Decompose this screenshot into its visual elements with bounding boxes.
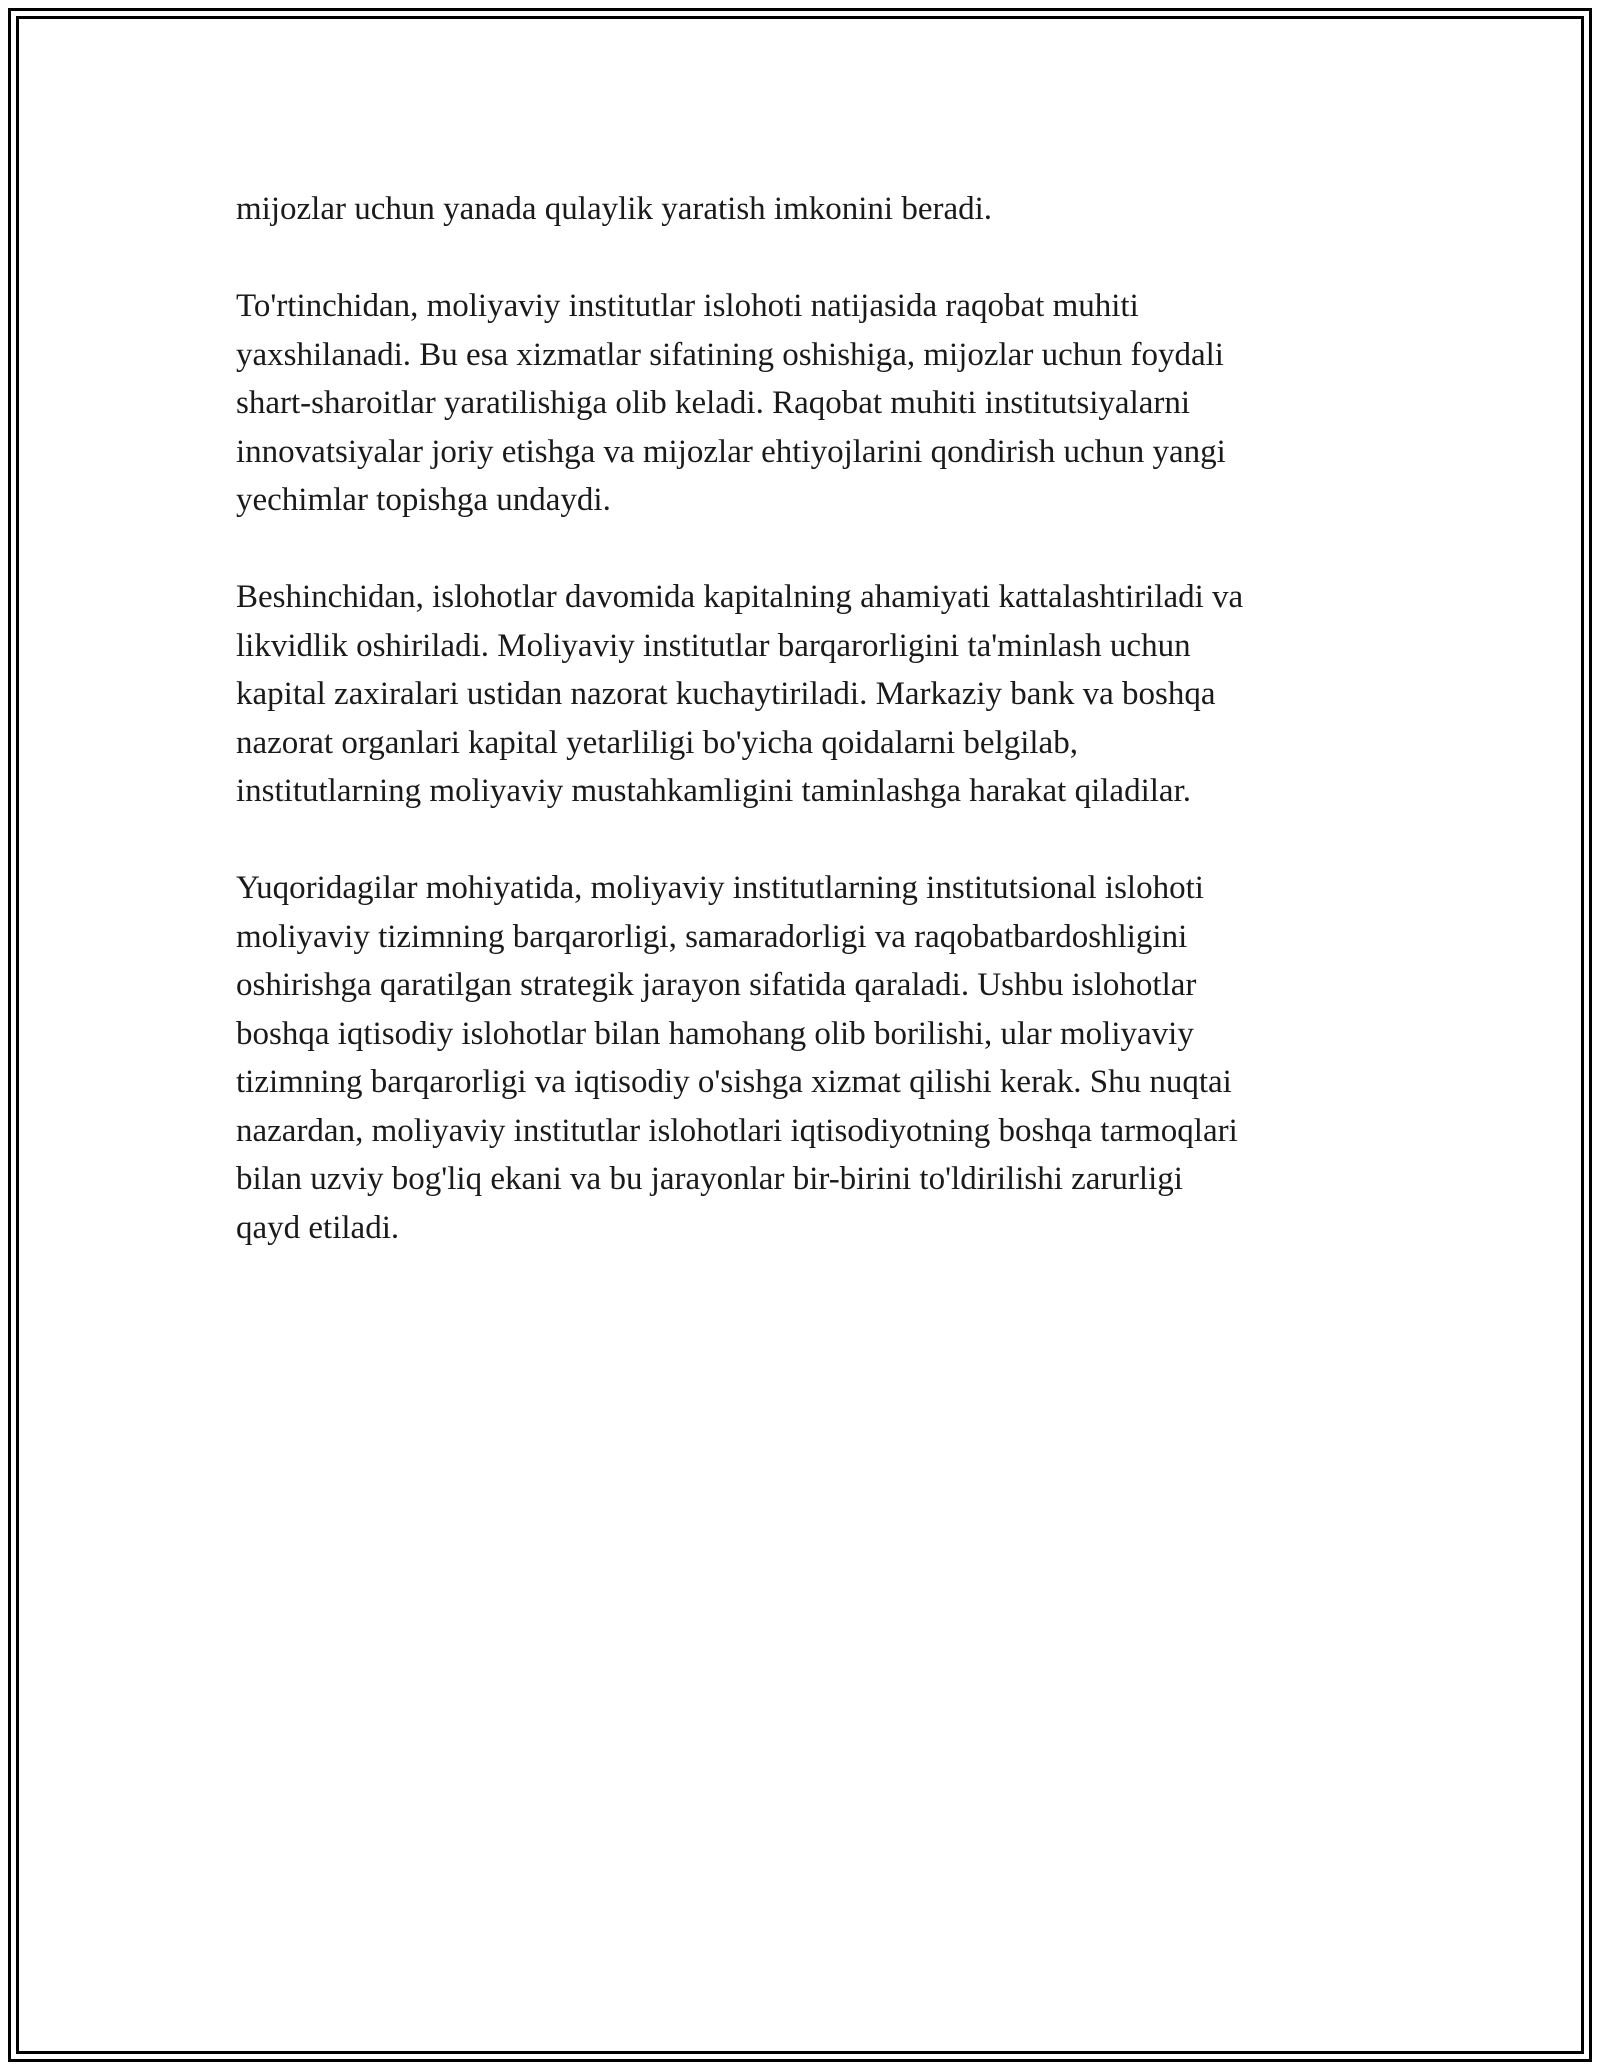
paragraph-1: mijozlar uchun yanada qulaylik yaratish imkonini beradi. <box>236 191 993 227</box>
paragraph-3: Beshinchidan, islohotlar davomida kapitalning ahamiyati kattalashtiriladi va likvidlik oshiriladi. Moliyaviy institutlar barqarorligini ta'minlash uchun kapital zaxiralari ustidan nazorat kuchaytiriladi. Markaziy bank va boshqa nazorat organlari kapital yetarliligi bo'yicha qoidalarni belgilab, institutlarning moliyaviy mustahkamligini taminlashga harakat qiladilar. <box>236 579 1244 809</box>
paragraph-4: Yuqoridagilar mohiyatida, moliyaviy institutlarning institutsional islohoti moliyaviy tizimning barqarorligi, samaradorligi va raqobatbardoshligini oshirishga qaratilgan strategik jarayon sifatida qaraladi. Ushbu islohotlar boshqa iqtisodiy islohotlar bilan hamohang olib borilishi, ular moliyaviy tizimning barqarorligi va iqtisodiy o'sishga xizmat qilishi kerak. Shu nuqtai nazardan, moliyaviy institutlar islohotlari iqtisodiyotning boshqa tarmoqlari bilan uzviy bog'liq ekani va bu jarayonlar bir-birini to'ldirilishi zarurligi qayd etiladi. <box>236 870 1238 1246</box>
document-body <box>236 185 1376 1301</box>
paragraph-2: To'rtinchidan, moliyaviy institutlar islohoti natijasida raqobat muhiti yaxshilanadi. Bu esa xizmatlar sifatining oshishiga, mijozlar uchun foydali shart-sharoitlar yaratilishiga olib keladi. Raqobat muhiti institutsiyalarni innovatsiyalar joriy etishga va mijozlar ehtiyojlarini qondirish uchun yangi yechimlar topishga undaydi. <box>236 288 1226 518</box>
